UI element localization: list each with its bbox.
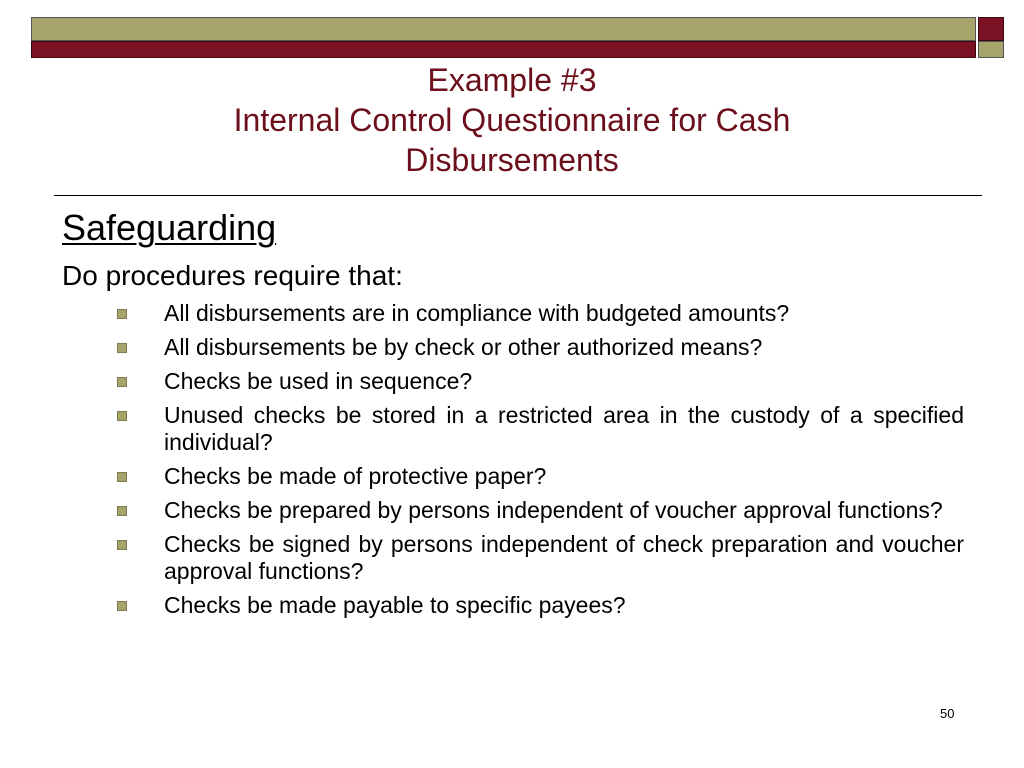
slide-title <box>110 60 914 180</box>
page-number: 50 <box>940 706 955 721</box>
section-heading: Safeguarding <box>62 207 277 248</box>
list-item <box>112 497 964 524</box>
bullet-text: Checks be made of protective paper? <box>164 463 547 489</box>
title-line-2: Internal Control Questionnaire for Cash <box>233 102 791 138</box>
bullet-text: Unused checks be stored in a restricted area in the custody of a specified individual? <box>164 402 964 455</box>
intro-text: Do procedures require that: <box>62 260 403 291</box>
list-item <box>112 592 964 619</box>
header-band-olive <box>31 17 976 41</box>
list-item <box>112 531 964 585</box>
bullet-text: Checks be made payable to specific payees? <box>164 592 626 618</box>
square-bullet-icon <box>117 506 127 516</box>
list-item <box>112 463 964 490</box>
bullet-text: Checks be used in sequence? <box>164 368 473 394</box>
bullet-text: Checks be signed by persons independent of check preparation and voucher approval functions? <box>164 531 964 584</box>
square-bullet-icon <box>117 411 127 421</box>
corner-square-olive <box>978 41 1004 58</box>
list-item <box>112 368 964 395</box>
square-bullet-icon <box>117 343 127 353</box>
title-divider <box>54 195 982 196</box>
bullet-text: Checks be prepared by persons independent of voucher approval functions? <box>164 497 943 523</box>
bullet-list <box>112 300 964 626</box>
square-bullet-icon <box>117 377 127 387</box>
title-line-3: Disbursements <box>405 142 619 178</box>
list-item <box>112 402 964 456</box>
bullet-text: All disbursements are in compliance with budgeted amounts? <box>164 300 790 326</box>
list-item <box>112 300 964 327</box>
corner-square-maroon <box>978 17 1004 41</box>
bullet-text: All disbursements be by check or other authorized means? <box>164 334 763 360</box>
square-bullet-icon <box>117 540 127 550</box>
header-band-maroon <box>31 41 976 58</box>
title-line-1: Example #3 <box>427 62 597 98</box>
list-item <box>112 334 964 361</box>
square-bullet-icon <box>117 601 127 611</box>
square-bullet-icon <box>117 309 127 319</box>
square-bullet-icon <box>117 472 127 482</box>
